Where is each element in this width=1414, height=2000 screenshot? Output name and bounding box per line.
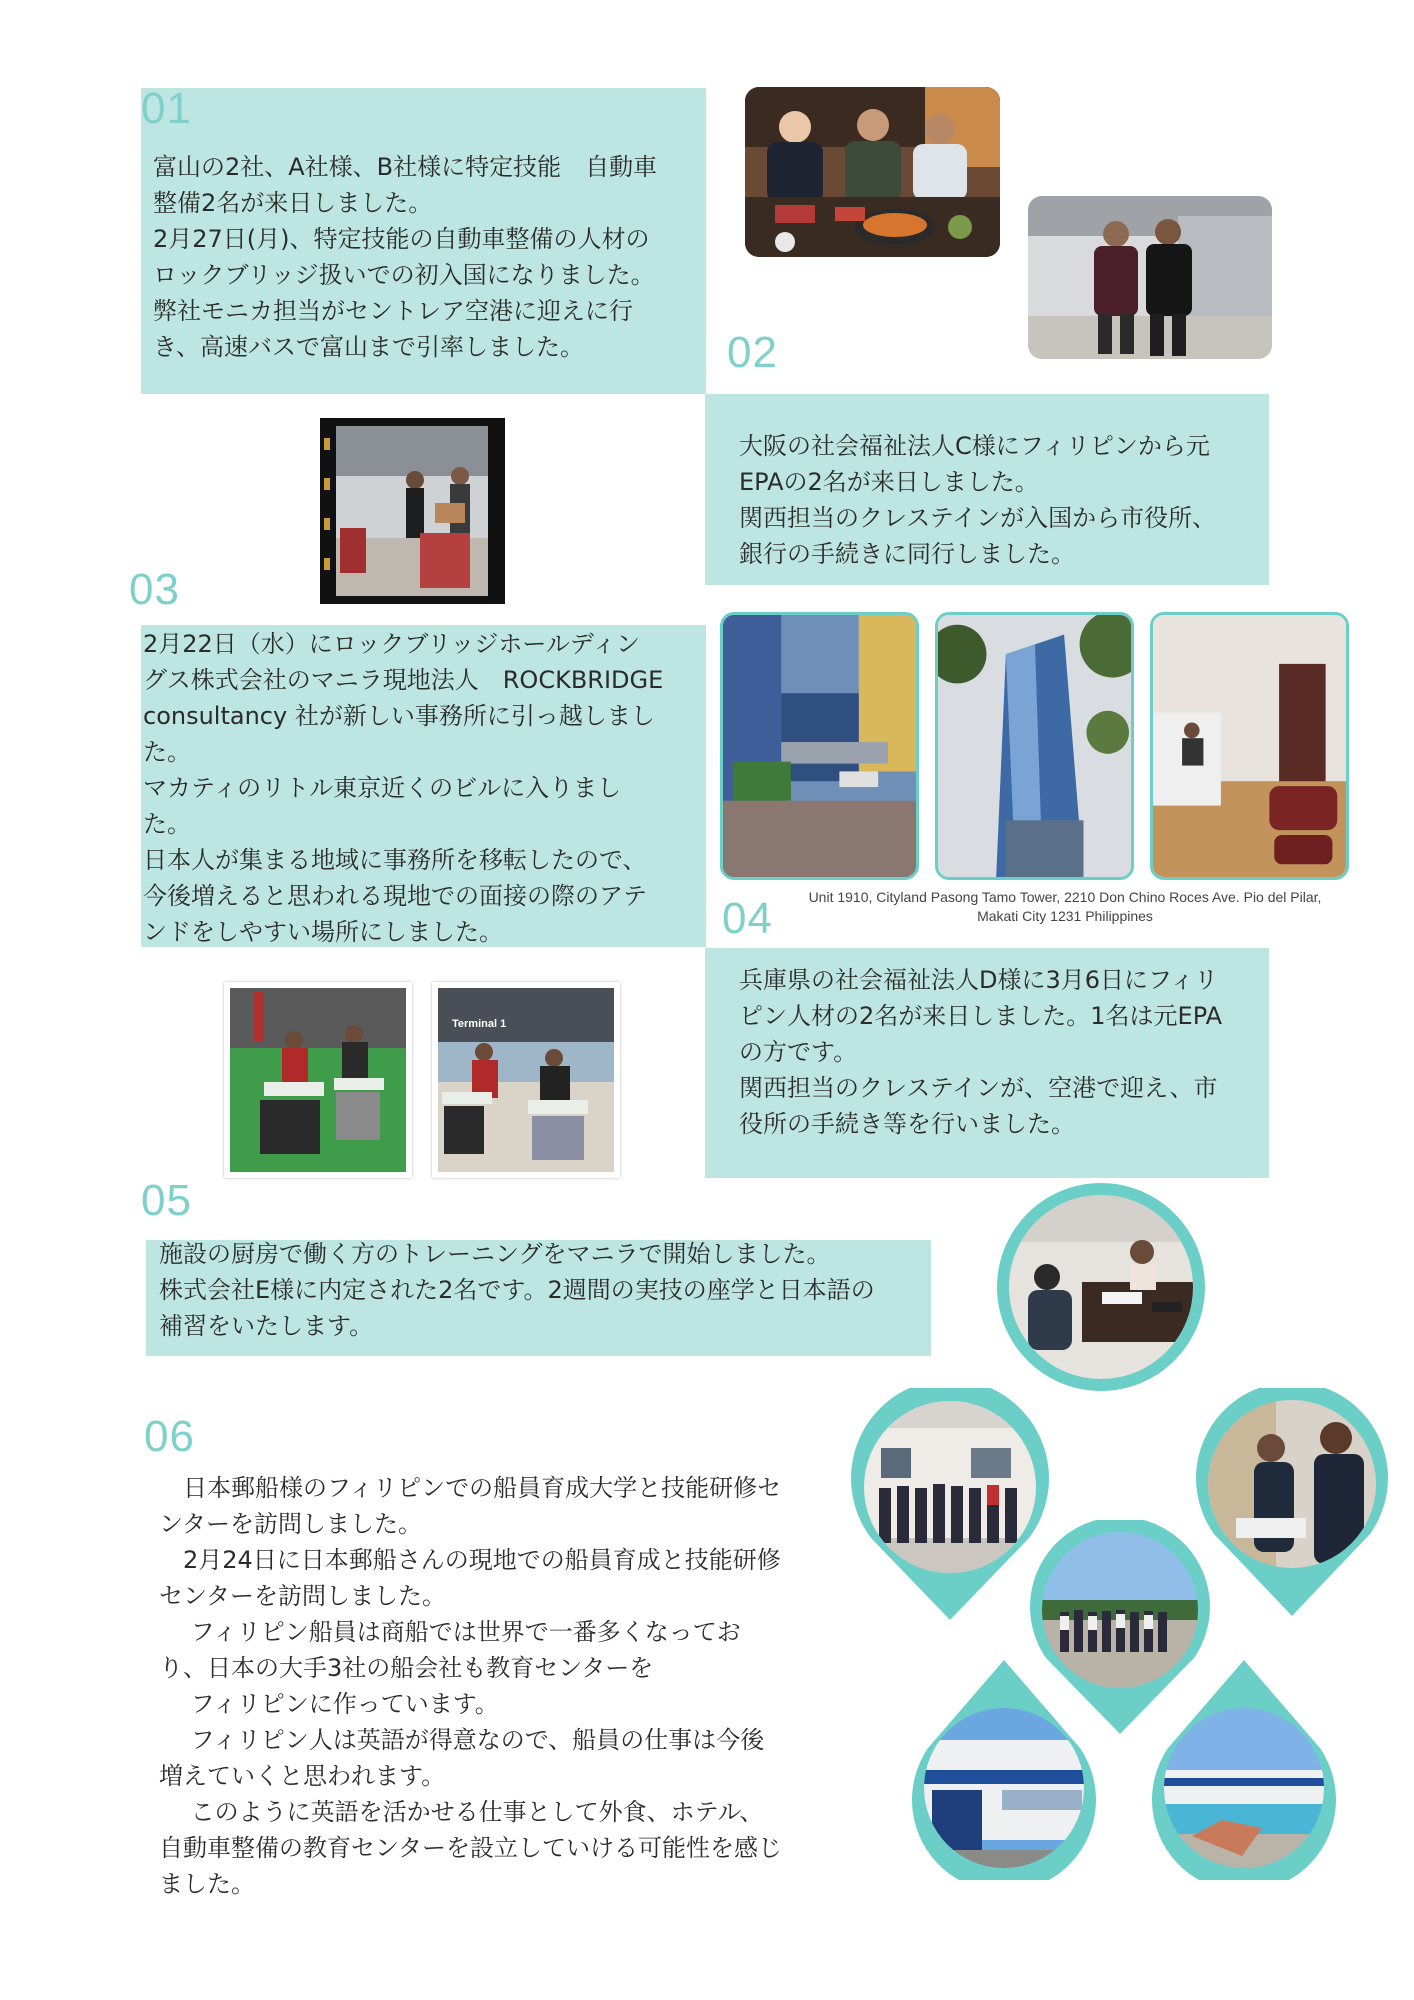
office-address-caption: Unit 1910, Cityland Pasong Tamo Tower, 2210 Don Chino Roces Ave. Pio del Pilar, Makati City 1231 Philippines — [808, 889, 1322, 924]
section-06-number: 06 — [144, 1412, 195, 1461]
office-tower-photo — [935, 612, 1134, 880]
airport-arrival-photo — [1028, 196, 1272, 359]
section-03-number: 03 — [129, 565, 180, 614]
section-03-text: 2月22日（水）にロックブリッジホールディン グス株式会社のマニラ現地法人 ROCKBRIDGE consultancy 社が新しい事務所に引っ越しまし た。 マカティのリトル東京近くのビルに入りまし た。 日本人が集まる地域に事務所を移転したので、 今後増えると思われる現地での面接の際のアテ ンドをしやすい場所にしました。 — [143, 630, 664, 946]
office-interior-photo — [1150, 612, 1349, 880]
section-01-number: 01 — [141, 84, 192, 133]
pool-training-pin — [1152, 1660, 1336, 1880]
document-signing-pin — [1196, 1388, 1388, 1616]
terminal-sign: Terminal 1 — [452, 1018, 507, 1030]
training-center-building-pin — [912, 1660, 1096, 1880]
training-circle-photo — [992, 1182, 1210, 1392]
airport-carts-photo-1 — [224, 982, 412, 1178]
section-04-text: 兵庫県の社会福祉法人D様に3月6日にフィリ ピン人材の2名が来日しました。1名は元EPA の方です。 関西担当のクレステインが、空港で迎え、市 役所の手続き等を行いました。 — [739, 966, 1223, 1138]
section-01-text: 富山の2社、A社様、B社様に特定技能 自動車 整備2名が来日しました。 2月27日(月)、特定技能の自動車整備の人材の ロックブリッジ扱いでの初入国になりました。 弊社モニカ担当がセントレア空港に迎えに行 き、高速バスで富山まで引率しました。 — [153, 153, 658, 361]
office-building-entrance-photo — [720, 612, 919, 880]
airport-luggage-filmstrip-photo — [320, 418, 505, 604]
dinner-photo — [745, 87, 1000, 257]
section-06-text: 日本郵船様のフィリピンでの船員育成大学と技能研修セ ンターを訪問しました。 2月24日に日本郵船さんの現地での船員育成と技能研修 センターを訪問しました。 フィリピン船員は商船では世界で一番多くなってお り、日本の大手3社の船会社も教育センターを フィリピンに作っています。 フィリピン人は英語が得意なので、船員の仕事は今後 増えていくと思われます。 このように英語を活かせる仕事として外食、ホテル、 自動車整備の教育センターを設立していける可能性を感じ ました。 — [159, 1474, 783, 1898]
section-02-text: 大阪の社会福祉法人C様にフィリピンから元 EPAの2名が来日しました。 関西担当のクレステインが入国から市役所、 銀行の手続きに同行しました。 — [739, 432, 1217, 568]
section-05-text: 施設の厨房で働く方のトレーニングをマニラで開始しました。 株式会社E様に内定された2名です。2週間の実技の座学と日本語の 補習をいたします。 — [159, 1240, 875, 1340]
group-photo-pin — [851, 1388, 1049, 1620]
section-02-number: 02 — [727, 328, 778, 377]
airport-carts-photo-2 — [432, 982, 620, 1178]
section-05-number: 05 — [141, 1176, 192, 1225]
section-04-number: 04 — [722, 894, 773, 943]
